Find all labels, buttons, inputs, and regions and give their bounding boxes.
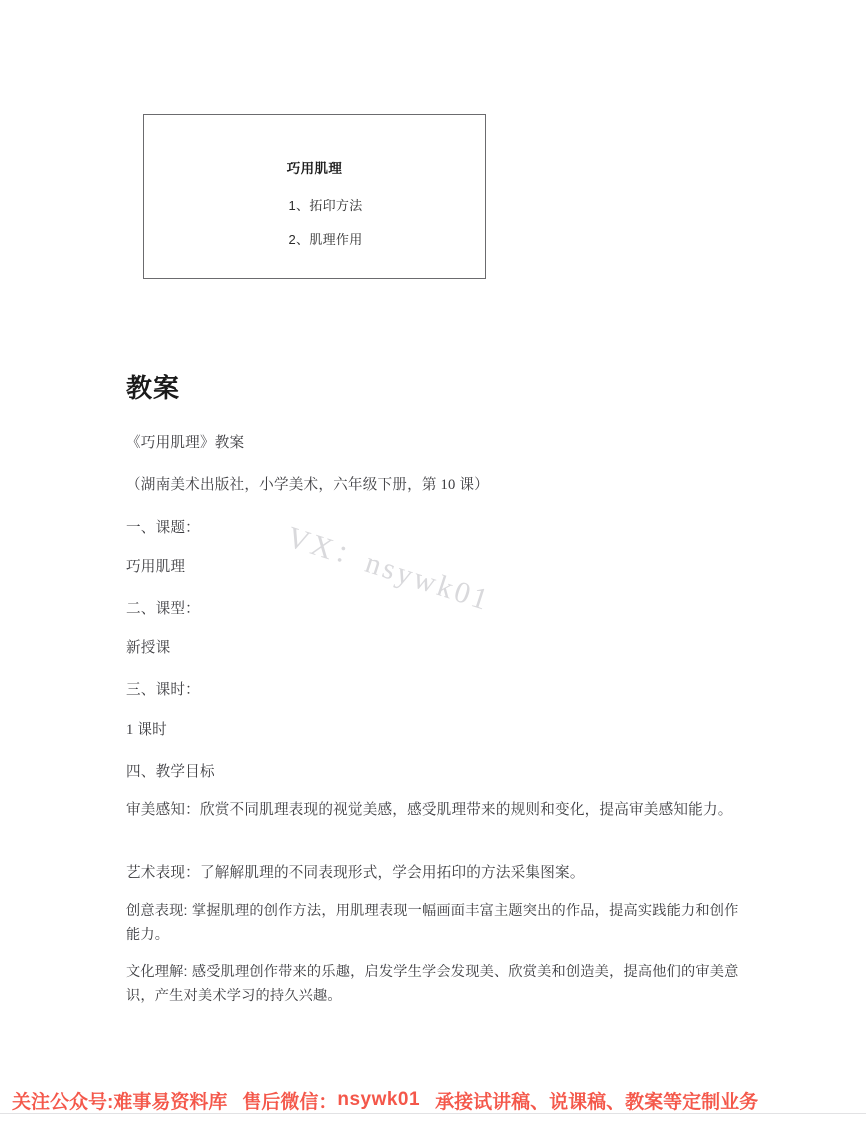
section-value-3: 1 课时: [126, 722, 167, 738]
document-source: （湖南美术出版社，小学美术，六年级下册，第 10 课）: [126, 477, 489, 493]
objective-creative-practice: 创意表现: 掌握肌理的创作方法，用肌理表现一幅画面丰富主题突出的作品，提高实践能力和创作能力。: [126, 903, 739, 943]
section-label-1: 一、课题：: [126, 520, 200, 536]
footer-follow-text: 关注公众号:难事易资料库: [12, 1091, 228, 1113]
objective-aesthetic-perception: 审美感知：欣赏不同肌理表现的视觉美感，感受肌理带来的规则和变化，提高审美感知能力。: [126, 802, 733, 818]
section-label-4: 四、教学目标: [126, 764, 215, 780]
footer-support-label: 售后微信：: [242, 1091, 338, 1113]
document-subtitle: 《巧用肌理》教案: [126, 435, 245, 451]
section-value-1: 巧用肌理: [126, 559, 186, 575]
slide-content: [144, 115, 485, 278]
footer-services-text: 承接试讲稿、说课稿、教案等定制业务: [435, 1091, 759, 1113]
slide-bullet-1: 1、拓印方法: [288, 198, 363, 213]
objective-artistic-expression: 艺术表现：了解解肌理的不同表现形式，学会用拓印的方法采集图案。: [126, 865, 585, 881]
page-title: 教案: [126, 374, 181, 403]
section-value-2: 新授课: [126, 640, 171, 656]
footer-banner: [0, 1086, 866, 1114]
footer-wechat-handle: nsywk01: [337, 1089, 421, 1110]
slide-bullet-2: 2、肌理作用: [288, 232, 363, 247]
objective-cultural-understanding: 文化理解: 感受肌理创作带来的乐趣，启发学生学会发现美、欣赏美和创造美，提高他们的审美意识，产生对美术学习的持久兴趣。: [126, 964, 739, 1004]
watermark: VX：nsywk01: [283, 520, 495, 618]
slide-figure: [143, 114, 486, 279]
section-label-2: 二、课型：: [126, 601, 200, 617]
section-label-3: 三、课时：: [126, 682, 200, 698]
slide-title: 巧用肌理: [286, 161, 343, 176]
